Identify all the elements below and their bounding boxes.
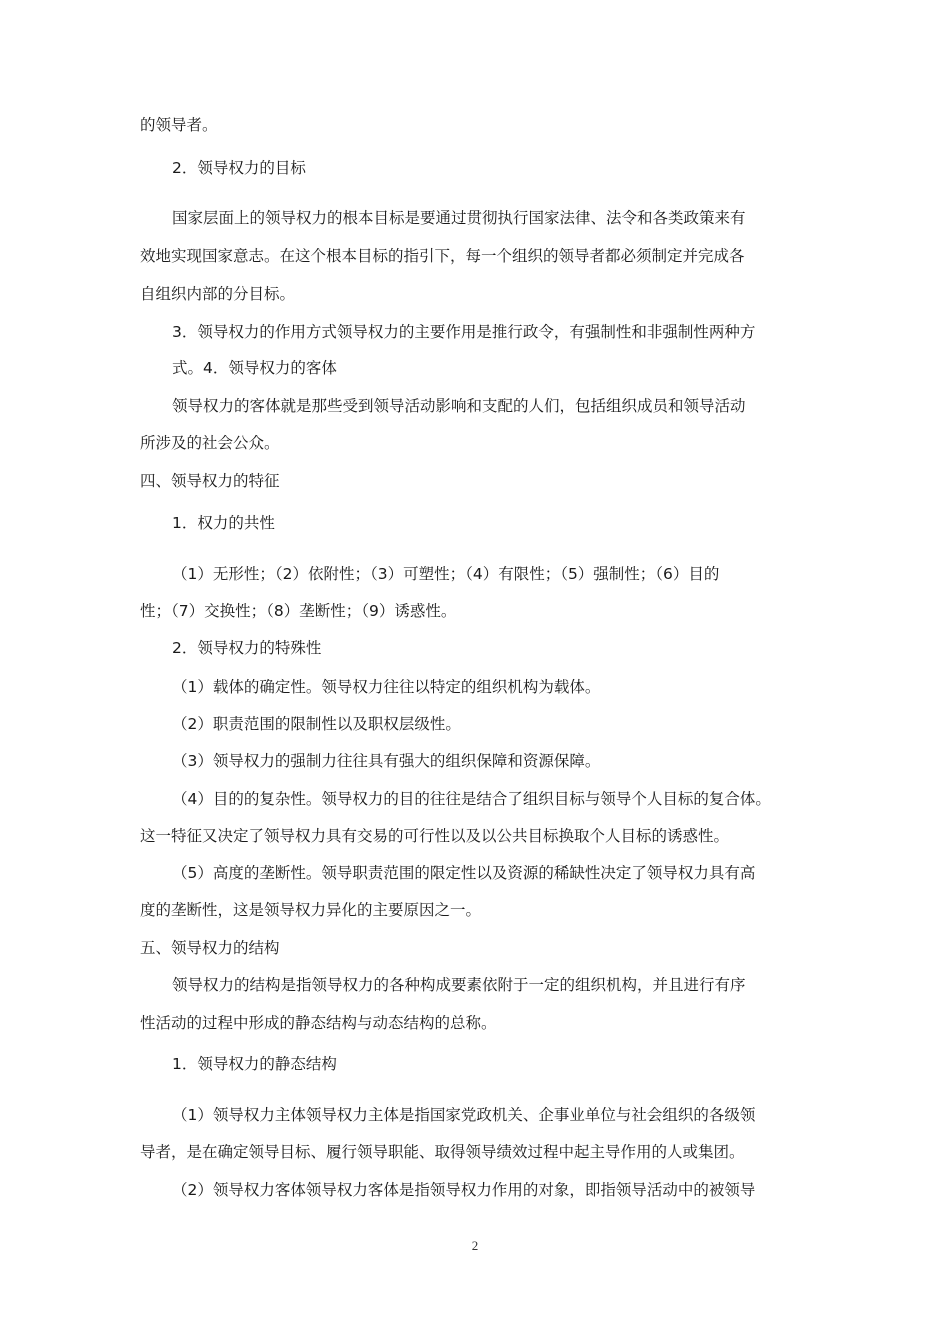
text-line: 的领导者。 bbox=[140, 116, 218, 134]
text-line: 自组织内部的分目标。 bbox=[140, 285, 296, 303]
text-line: （2）领导权力客体领导权力客体是指领导权力作用的对象，即指领导活动中的被领导 bbox=[172, 1181, 756, 1199]
text-line: （1）载体的确定性。领导权力往往以特定的组织机构为载体。 bbox=[172, 678, 601, 696]
text-line: （3）领导权力的强制力往往具有强大的组织保障和资源保障。 bbox=[172, 752, 601, 770]
section-heading: 1．权力的共性 bbox=[172, 514, 275, 532]
text-line: （5）高度的垄断性。领导职责范围的限定性以及资源的稀缺性决定了领导权力具有高 bbox=[172, 864, 756, 882]
page-number: 2 bbox=[471, 1238, 479, 1253]
text-line: 这一特征又决定了领导权力具有交易的可行性以及以公共目标换取个人目标的诱惑性。 bbox=[140, 827, 730, 845]
text-line: （4）目的的复杂性。领导权力的目的往往是结合了组织目标与领导个人目标的复合体。 bbox=[172, 790, 771, 808]
section-heading: 1．领导权力的静态结构 bbox=[172, 1055, 337, 1073]
text-line: （1）领导权力主体领导权力主体是指国家党政机关、企事业单位与社会组织的各级领 bbox=[172, 1106, 756, 1124]
text-line: 3．领导权力的作用方式领导权力的主要作用是推行政令，有强制性和非强制性两种方 bbox=[172, 323, 756, 341]
section-heading: 2．领导权力的特殊性 bbox=[172, 639, 322, 657]
section-heading: 五、领导权力的结构 bbox=[140, 939, 280, 957]
text-line: 效地实现国家意志。在这个根本目标的指引下，每一个组织的领导者都必须制定并完成各 bbox=[140, 247, 745, 265]
text-line: 领导权力的客体就是那些受到领导活动影响和支配的人们，包括组织成员和领导活动 bbox=[172, 397, 746, 415]
text-line: 性；（7）交换性；（8）垄断性；（9）诱惑性。 bbox=[140, 602, 457, 620]
text-line: （1）无形性；（2）依附性；（3）可塑性；（4）有限性；（5）强制性；（6）目的 bbox=[172, 565, 720, 583]
text-line: 性活动的过程中形成的静态结构与动态结构的总称。 bbox=[140, 1014, 497, 1032]
text-line: 导者，是在确定领导目标、履行领导职能、取得领导绩效过程中起主导作用的人或集团。 bbox=[140, 1143, 745, 1161]
text-line: 式。4．领导权力的客体 bbox=[172, 359, 337, 377]
section-heading: 四、领导权力的特征 bbox=[140, 472, 280, 490]
text-line: （2）职责范围的限制性以及职权层级性。 bbox=[172, 715, 461, 733]
section-heading: 2．领导权力的目标 bbox=[172, 159, 306, 177]
text-line: 国家层面上的领导权力的根本目标是要通过贯彻执行国家法律、法令和各类政策来有 bbox=[172, 209, 746, 227]
text-line: 领导权力的结构是指领导权力的各种构成要素依附于一定的组织机构，并且进行有序 bbox=[172, 976, 746, 994]
text-line: 度的垄断性，这是领导权力异化的主要原因之一。 bbox=[140, 901, 482, 919]
text-line: 所涉及的社会公众。 bbox=[140, 434, 280, 452]
